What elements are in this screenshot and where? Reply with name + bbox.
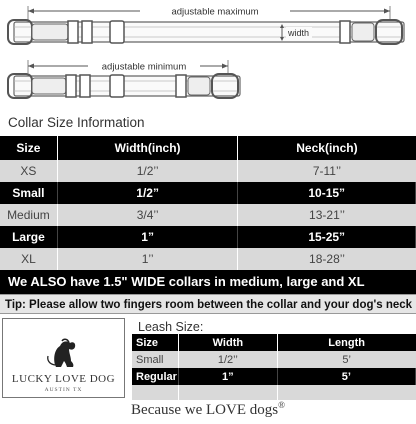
logo-location: AUSTIN TX xyxy=(44,387,83,393)
leash-size-heading: Leash Size: xyxy=(138,320,204,334)
size-cell: XS xyxy=(0,160,57,182)
table-row xyxy=(0,182,416,204)
label-adjustable-maximum: adjustable maximum xyxy=(171,6,259,18)
table-row xyxy=(0,160,416,182)
dog-logo-icon xyxy=(3,319,124,397)
collar-size-heading: Collar Size Information xyxy=(8,115,145,130)
leash-header-length: Length xyxy=(328,336,365,349)
table-row xyxy=(0,248,416,270)
leash-header-width: Width xyxy=(178,334,277,351)
collar-size-table xyxy=(0,136,416,270)
neck-cell: 7-11’’ xyxy=(312,164,342,178)
leash-size-cell: Regular xyxy=(132,368,178,385)
width-cell: 1” xyxy=(57,226,238,248)
leash-length-cell: 5’ xyxy=(342,353,351,366)
table-row xyxy=(132,368,416,385)
collar-illustration xyxy=(0,0,416,112)
leash-width-cell: 1/2’’ xyxy=(178,351,277,368)
width-cell: 1/2’’ xyxy=(57,160,238,182)
width-cell: 1’’ xyxy=(57,248,238,270)
leash-width-cell: 1” xyxy=(178,368,277,385)
width-cell: 3/4’’ xyxy=(57,204,238,226)
collar-diagram xyxy=(0,0,416,112)
wide-collar-note: We ALSO have 1.5" WIDE collars in medium, large and XL xyxy=(0,270,416,294)
leash-size-cell: Small xyxy=(132,351,178,368)
registered-mark: ® xyxy=(278,400,285,410)
neck-cell: 10-15” xyxy=(238,182,416,204)
neck-cell: 13-21’’ xyxy=(309,208,345,222)
logo-name: LUCKY LOVE DOG xyxy=(11,373,116,385)
size-cell: XL xyxy=(0,248,57,270)
header-size: Size xyxy=(0,136,57,160)
leash-size-table xyxy=(132,334,416,400)
header-width: Width(inch) xyxy=(57,136,238,160)
leash-header-size: Size xyxy=(132,334,178,351)
width-cell: 1/2” xyxy=(57,182,238,204)
fit-tip: Tip: Please allow two fingers room between the collar and your dog's neck xyxy=(0,294,416,314)
leash-table-header xyxy=(132,334,416,351)
collar-table-header xyxy=(0,136,416,160)
label-adjustable-minimum: adjustable minimum xyxy=(101,61,187,73)
table-row xyxy=(0,204,416,226)
leash-length-cell: 5’ xyxy=(277,368,415,385)
table-row xyxy=(0,226,416,248)
tagline-text: Because we LOVE dogs xyxy=(131,402,279,418)
neck-cell: 15-25” xyxy=(238,226,416,248)
size-cell: Medium xyxy=(0,204,57,226)
brand-logo xyxy=(2,318,125,398)
size-cell: Small xyxy=(0,182,57,204)
tagline xyxy=(0,400,416,419)
label-width: width xyxy=(288,28,310,38)
table-row xyxy=(132,385,416,400)
table-row xyxy=(132,351,416,368)
size-cell: Large xyxy=(0,226,57,248)
header-neck: Neck(inch) xyxy=(296,141,358,155)
neck-cell: 18-28’’ xyxy=(309,252,345,266)
